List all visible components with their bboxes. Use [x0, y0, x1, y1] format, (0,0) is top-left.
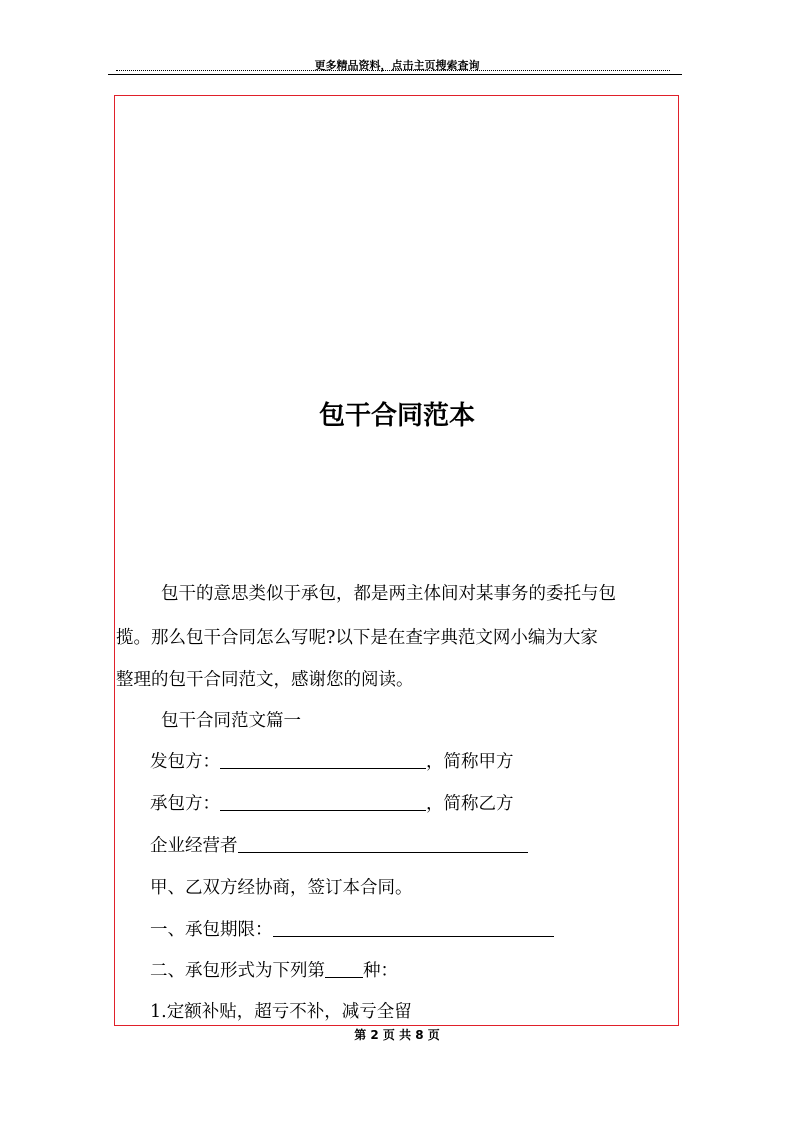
- contractor-suffix: ，简称甲方: [426, 752, 514, 772]
- intro-line-3: 整理的包干合同范文，感谢您的阅读。: [116, 670, 414, 690]
- form-suffix: 种：: [363, 961, 398, 981]
- page-number: 第 2 页 共 8 页: [354, 1028, 440, 1042]
- form-blank[interactable]: [325, 959, 363, 978]
- form-row: [150, 959, 398, 983]
- contractee-label: 承包方：: [150, 794, 220, 814]
- contractee-blank[interactable]: [220, 792, 426, 811]
- contractee-field-row: [150, 792, 514, 816]
- intro-line-2: 揽。那么包干合同怎么写呢?以下是在查字典范文网小编为大家: [116, 628, 598, 648]
- header-dotted-line: [116, 70, 670, 71]
- contractor-field-row: [150, 750, 514, 774]
- header-text: 更多精品资料，点击主页搜索查询: [314, 59, 480, 72]
- term-blank[interactable]: [273, 918, 554, 937]
- operator-field-row: [150, 834, 528, 858]
- contractor-label: 发包方：: [150, 752, 220, 772]
- header-rule: [108, 74, 682, 75]
- contractee-suffix: ，简称乙方: [426, 794, 514, 814]
- operator-blank[interactable]: [238, 834, 528, 853]
- form-prefix: 二、承包形式为下列第: [150, 961, 325, 981]
- term-row: [150, 918, 554, 942]
- operator-label: 企业经营者: [150, 836, 238, 856]
- item-1: 1.定额补贴，超亏不补，减亏全留: [150, 1002, 412, 1022]
- section-heading: 包干合同范文篇一: [161, 711, 301, 731]
- term-label: 一、承包期限：: [150, 920, 273, 940]
- agreement-text: 甲、乙双方经协商，签订本合同。: [150, 878, 413, 898]
- document-title: 包干合同范本: [318, 401, 475, 431]
- intro-line-1: 包干的意思类似于承包，都是两主体间对某事务的委托与包: [161, 584, 616, 604]
- contractor-blank[interactable]: [220, 750, 426, 769]
